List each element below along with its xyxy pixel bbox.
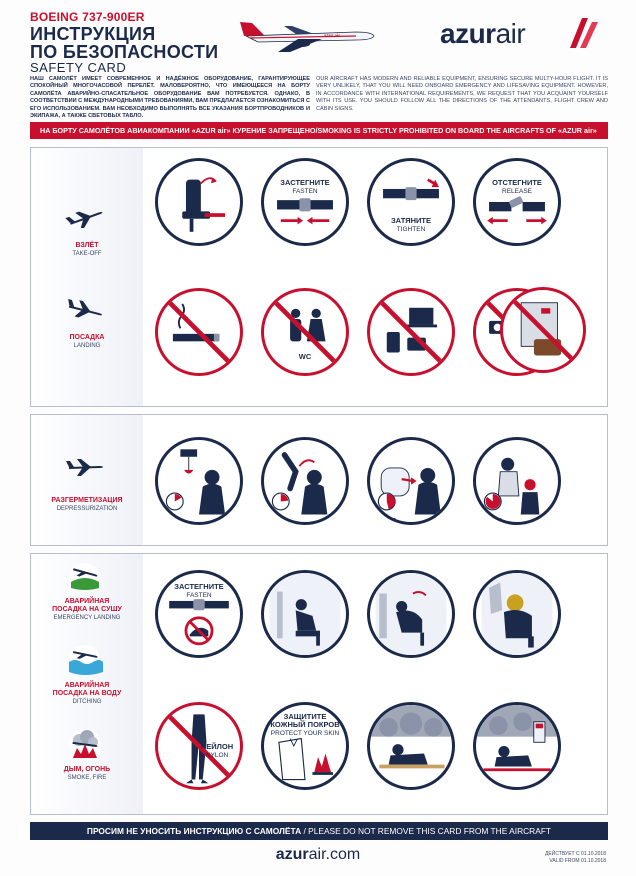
no-luggage-aisle-pictogram: [500, 287, 586, 373]
no-smoking-lavatory-pictogram: [261, 288, 349, 376]
notice-ru: ПРОСИМ НЕ УНОСИТЬ ИНСТРУКЦИЮ С САМОЛЁТА: [86, 826, 302, 836]
follow-exit-lights-pictogram: [473, 702, 561, 790]
notice-en: / PLEASE DO NOT REMOVE THIS CARD FROM THE AIRCRAFT: [301, 826, 552, 836]
intro-text-ru: НАШ САМОЛЁТ ИМЕЕТ СОВРЕМЕННОЕ И НАДЁЖНОЕ ОБОРУДОВАНИЕ, ГАРАНТИРУЮЩЕЕ СПОКОЙНЫЙ МНОГОЧАСОВОЙ ПЕРЕЛЁТ. МАЛОВЕРОЯТНО, ЧТО ИМЕЮЩЕЕСЯ НА БОРТУ САМОЛЁТА АВАРИЙНО-СПАСАТЕЛЬНОЕ ОБОРУДОВАНИЕ ВАМ ПОТРЕБУЕТСЯ. ОДНАКО, В СООТВЕТСТВИИ С МЕЖДУНАРОДНЫМИ ТРЕБОВАНИЯМИ, ВАМ ПРЕДЛАГАЕТСЯ ОЗНАКОМИТЬСЯ С ЕГО ИСПОЛЬЗОВАНИЕМ. ВАМ НЕОБХОДИМО ВЫПОЛНЯТЬ ВСЕ УКАЗАНИЯ БОРТПРОВОДНИКОВ И ЭКИПАЖА, А ТАКЖЕ СВЕТОВЫХ ТАБЛО.: [30, 76, 310, 120]
ditching-en: DITCHING: [72, 699, 102, 705]
release-label-ru: ОТСТЕГНИТЕ: [492, 178, 542, 187]
no-electronics-pictogram: [367, 288, 455, 376]
fasten-label-en: FASTEN: [292, 188, 318, 195]
brand-logo: [440, 18, 525, 50]
brand-air: air: [495, 18, 526, 49]
timer-4: sec.15: [486, 518, 503, 524]
no-nylon-pictogram: [155, 702, 243, 790]
landing-label-en: LANDING: [73, 343, 101, 349]
release-label-en: RELEASE: [502, 188, 532, 195]
brace-position-3-pictogram: [473, 570, 561, 658]
aircraft-model: BOEING 737-900ER: [30, 10, 145, 24]
title-en: SAFETY CARD: [30, 60, 127, 75]
depressurization-panel: [30, 414, 608, 546]
brace-position-2-pictogram: [367, 570, 455, 658]
ditching-ru-2: ПОСАДКА НА ВОДУ: [52, 690, 122, 697]
pull-mask-pictogram: [261, 437, 349, 525]
nylon-label-en: NYLON: [205, 752, 229, 759]
tighten-belt-pictogram: [367, 158, 455, 246]
nylon-label-ru: НЕЙЛОН: [200, 742, 234, 751]
release-belt-pictogram: [473, 158, 561, 246]
aircraft-illustration: [238, 14, 378, 54]
plane-landing-icon: [65, 298, 105, 320]
skin-label-en: PROTECT YOUR SKIN: [270, 730, 340, 737]
fasten-label-ru: ЗАСТЕГНИТЕ: [280, 178, 330, 187]
site-azur: azur: [275, 846, 309, 863]
smoke-fire-ru: ДЫМ, ОГОНЬ: [63, 766, 111, 773]
svg-text:azur air: azur air: [324, 33, 341, 38]
oxygen-mask-drop-pictogram: [155, 437, 243, 525]
emergency-landing-ru-2: ПОСАДКА НА СУШУ: [52, 606, 122, 613]
site-air: air.com: [308, 846, 361, 863]
fasten-no-shoes-pictogram: [155, 570, 243, 658]
timer-3: sec.10: [380, 518, 397, 524]
website: [0, 846, 636, 864]
valid-from-ru: ДЕЙСТВУЕТ С 01.10.2018: [545, 851, 606, 857]
emergency-landing-icon: [65, 562, 105, 592]
timer-1: sec.4: [168, 518, 182, 524]
emergency-fasten-en: FASTEN: [186, 592, 212, 599]
no-smoking-pictogram: [155, 288, 243, 376]
brace-position-1-pictogram: [261, 570, 349, 658]
ditching-ru-1: АВАРИЙНАЯ: [64, 682, 110, 689]
panel-side: [31, 148, 143, 406]
protect-skin-pictogram: [261, 702, 349, 790]
smoke-fire-en: SMOKE, FIRE: [67, 775, 107, 781]
emergency-fasten-ru: ЗАСТЕГНИТЕ: [174, 582, 224, 591]
crawl-smoke-pictogram: [367, 702, 455, 790]
depressurization-label-en: DEPRESSURIZATION: [56, 506, 118, 512]
plane-takeoff-icon: [65, 206, 105, 228]
ditching-icon: [65, 644, 105, 676]
brand-azur: azur: [440, 18, 496, 49]
seat-upright-pictogram: [155, 158, 243, 246]
tighten-label-en: TIGHTEN: [396, 226, 426, 233]
skin-label-ru-1: ЗАЩИТИТЕ: [283, 712, 327, 721]
title-ru-line2: ПО БЕЗОПАСНОСТИ: [30, 42, 219, 62]
depressurization-label-ru: РАЗГЕРМЕТИЗАЦИЯ: [51, 497, 123, 504]
wc-label: WC: [298, 352, 312, 361]
intro-text-en: OUR AIRCRAFT HAS MODERN AND RELIABLE EQUIPMENT, ENSURING SECURE MULTY-HOUR FLIGHT. IT IS VERY UNLIKELY, THAT YOU WILL NEED ONBOARD EMERGENCY AND LIFESAVING EQUIPMENT. HOWEVER, IN ACCORDANCE WITH INTERNATIONAL REQUIREMENTS, WE REQUEST THAT YOU ACQUAINT YOURSELF WITH ITS USE. YOU SHOULD FOLLOW ALL THE DIRECTIONS OF THE ATTENDANTS, FLIGHT CREW AND CABIN SIGNS.: [316, 76, 608, 112]
timer-2: sec.5: [274, 518, 288, 524]
plane-cruise-icon: [65, 455, 105, 477]
skin-label-ru-2: КОЖНЫЙ ПОКРОВ: [270, 720, 340, 729]
emergency-panel: [30, 553, 608, 815]
brand-wing-icon: [568, 16, 600, 50]
takeoff-label-en: TAKE-OFF: [72, 251, 102, 257]
panel-side: [31, 415, 143, 545]
fasten-belt-pictogram: [261, 158, 349, 246]
title-ru-line1: ИНСТРУКЦИЯ: [30, 24, 156, 44]
valid-from-en: VALID FROM 01.10.2018: [549, 858, 606, 864]
put-on-mask-pictogram: [367, 437, 455, 525]
tighten-label-ru: ЗАТЯНИТЕ: [390, 216, 431, 225]
do-not-remove-banner: [30, 822, 608, 840]
takeoff-label-ru: ВЗЛЁТ: [75, 242, 99, 249]
smoke-fire-icon: [65, 728, 105, 762]
help-child-pictogram: [473, 437, 561, 525]
emergency-landing-ru-1: АВАРИЙНАЯ: [64, 598, 110, 605]
landing-label-ru: ПОСАДКА: [69, 334, 105, 341]
emergency-landing-en: EMERGENCY LANDING: [53, 615, 121, 621]
smoking-prohibited-banner: НА БОРТУ САМОЛЁТОВ АВИАКОМПАНИИ «AZUR air» КУРЕНИЕ ЗАПРЕЩЕНО/SMOKING IS STRICTLY PROHIBITED ON BOARD THE AIRCRAFTS OF «AZUR air»: [30, 122, 608, 139]
